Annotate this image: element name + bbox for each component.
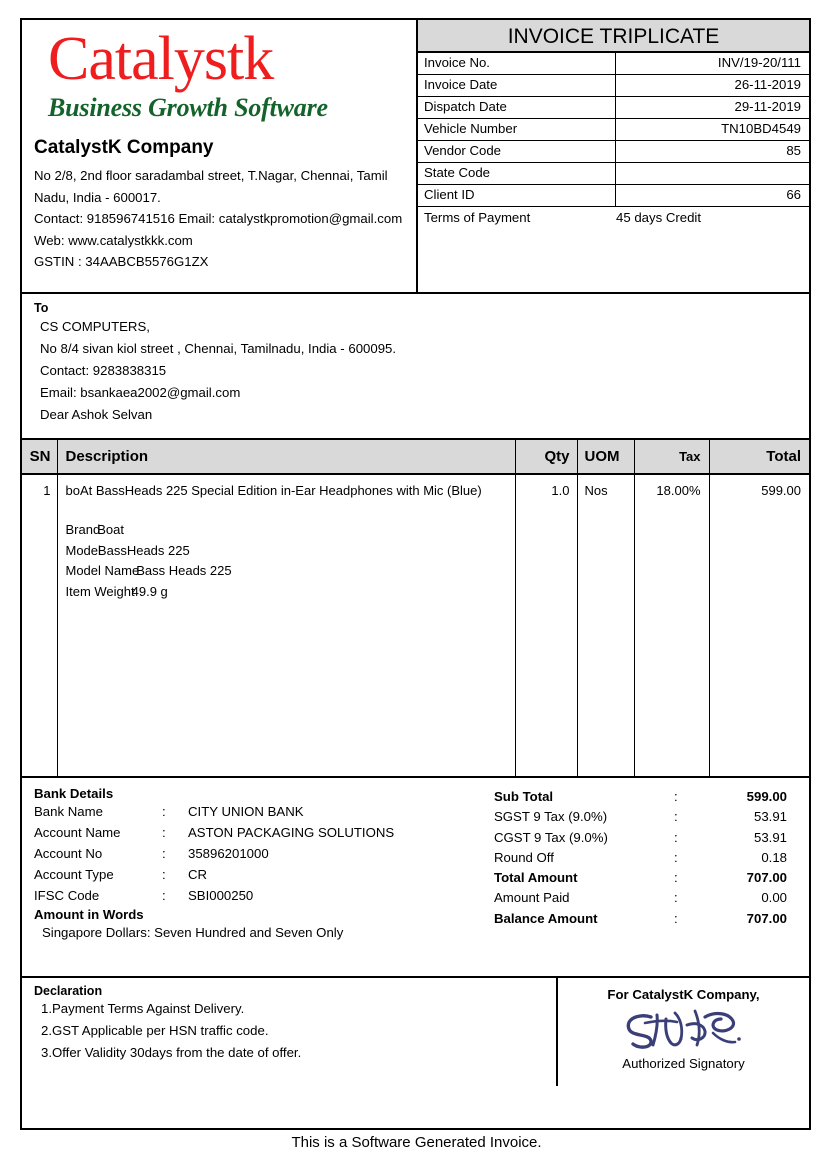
meta-row-vehicle-number xyxy=(418,119,809,141)
meta-row-dispatch-date xyxy=(418,97,809,119)
bill-to-line: No 8/4 sivan kiol street , Chennai, Tamilnadu, India - 600095. xyxy=(40,341,397,356)
page-footer-note: This is a Software Generated Invoice. xyxy=(291,1134,542,1151)
logo-tagline: Business Growth Software xyxy=(48,93,328,122)
totals-value: 0.00 xyxy=(761,890,787,906)
bank-row-account-name xyxy=(34,822,494,843)
totals-value: 53.91 xyxy=(753,809,787,825)
item-description-text: boAt BassHeads 225 Special Edition in-Ear Headphones with Mic (Blue) xyxy=(65,483,482,498)
bank-value: SBI000250 xyxy=(188,888,254,903)
bank-and-totals-section xyxy=(22,778,809,978)
totals-label: Sub Total xyxy=(494,789,554,804)
bank-separator: : xyxy=(162,804,166,819)
bank-row-ifsc-code xyxy=(34,885,494,906)
meta-value xyxy=(616,163,809,184)
attribute-key: Brand xyxy=(65,522,101,537)
attribute-value: Bass Heads 225 xyxy=(136,563,232,578)
totals-row-sub-total xyxy=(494,787,787,807)
signature-panel xyxy=(558,978,809,1086)
meta-label: Dispatch Date xyxy=(418,97,616,118)
attribute-value: 49.9 g xyxy=(131,583,168,599)
totals-row-sgst xyxy=(494,807,787,827)
bank-label: Bank Name xyxy=(34,804,103,819)
bill-to-address-block xyxy=(40,316,809,426)
item-attribute-item-weight xyxy=(66,582,514,603)
totals-separator: : xyxy=(674,890,678,906)
totals-separator: : xyxy=(674,849,678,865)
declaration-item: 1.Payment Terms Against Delivery. xyxy=(41,1001,245,1016)
bank-value: CR xyxy=(188,867,208,882)
bank-value: CITY UNION BANK xyxy=(188,804,304,819)
totals-panel xyxy=(494,778,809,976)
authorized-signatory-label: Authorized Signatory xyxy=(622,1056,745,1071)
declaration-item: 3.Offer Validity 30days from the date of offer. xyxy=(41,1045,302,1060)
vendor-panel xyxy=(22,20,418,292)
totals-value: 599.00 xyxy=(746,789,787,804)
meta-row-state-code xyxy=(418,163,809,185)
totals-value: 53.91 xyxy=(753,829,787,845)
declaration-item: 2.GST Applicable per HSN traffic code. xyxy=(41,1023,269,1038)
totals-value: 707.00 xyxy=(746,910,787,926)
bank-row-bank-name xyxy=(34,801,494,822)
totals-row-round-off xyxy=(494,848,787,868)
totals-label: Total Amount xyxy=(494,870,578,886)
vendor-address-block xyxy=(34,165,409,273)
amount-in-words-title: Amount in Words xyxy=(34,907,144,922)
column-header-uom: UOM xyxy=(577,440,634,474)
bank-value: 35896201000 xyxy=(188,846,269,861)
cell-description xyxy=(57,474,515,776)
bank-value: ASTON PACKAGING SOLUTIONS xyxy=(188,825,395,840)
bill-to-line: Contact: 9283838315 xyxy=(40,363,167,378)
attribute-value: BassHeads 225 xyxy=(97,542,190,558)
meta-label: State Code xyxy=(418,163,616,184)
totals-separator: : xyxy=(674,809,678,825)
bill-to-line: CS COMPUTERS, xyxy=(40,319,150,334)
totals-separator: : xyxy=(674,910,678,926)
bank-label: Account No xyxy=(34,846,103,861)
totals-label: CGST 9 Tax (9.0%) xyxy=(494,829,608,845)
meta-label: Client ID xyxy=(418,185,616,206)
meta-row-client-id xyxy=(418,185,809,207)
meta-value: INV/19-20/111 xyxy=(717,55,801,70)
item-attribute-model-name xyxy=(66,561,514,582)
bill-to-label: To xyxy=(34,301,49,315)
vendor-name: CatalystK Company xyxy=(34,137,214,158)
declaration-and-signature-section xyxy=(22,978,809,1086)
totals-label: SGST 9 Tax (9.0%) xyxy=(494,809,608,825)
attribute-key: Item Weight xyxy=(65,583,135,599)
signature-for-line: For CatalystK Company, xyxy=(607,987,760,1002)
terms-value: 45 days Credit xyxy=(616,210,702,225)
vendor-web-line: Web: www.catalystkkk.com xyxy=(34,232,193,248)
cell-uom: Nos xyxy=(577,474,634,776)
totals-row-cgst xyxy=(494,828,787,848)
bank-separator: : xyxy=(162,825,166,840)
meta-value: TN10BD4549 xyxy=(721,121,801,136)
totals-label: Balance Amount xyxy=(494,910,598,926)
bill-to-section xyxy=(22,294,809,440)
bill-to-line: Email: bsankaea2002@gmail.com xyxy=(40,385,241,400)
line-items-section xyxy=(22,440,809,778)
bank-label: Account Type xyxy=(34,867,114,882)
vendor-address-line-1: No 2/8, 2nd floor saradambal street, T.Nagar, Chennai, Tamil xyxy=(34,168,388,183)
totals-label: Round Off xyxy=(494,849,554,865)
meta-value: 29-11-2019 xyxy=(734,99,801,114)
bank-details-title: Bank Details xyxy=(34,786,114,801)
invoice-document xyxy=(20,18,811,1130)
column-header-sn: SN xyxy=(22,440,57,474)
totals-value: 707.00 xyxy=(746,870,787,886)
item-attributes xyxy=(66,520,514,602)
terms-label: Terms of Payment xyxy=(424,210,531,225)
item-attribute-model xyxy=(66,541,514,562)
attribute-value: Boat xyxy=(97,522,124,537)
bank-separator: : xyxy=(162,846,166,861)
totals-label: Amount Paid xyxy=(494,890,570,906)
declaration-panel xyxy=(22,978,558,1086)
cell-qty: 1.0 xyxy=(515,474,577,776)
meta-value: 26-11-2019 xyxy=(734,77,801,92)
totals-separator: : xyxy=(674,829,678,845)
bank-row-account-no xyxy=(34,843,494,864)
amount-in-words-value: Singapore Dollars: Seven Hundred and Seven Only xyxy=(42,925,344,940)
totals-separator: : xyxy=(674,789,678,804)
bill-to-line: Dear Ashok Selvan xyxy=(40,407,153,422)
meta-label: Vehicle Number xyxy=(418,119,616,140)
meta-row-invoice-no xyxy=(418,53,809,75)
column-header-tax: Tax xyxy=(634,440,709,474)
handwritten-signature-icon xyxy=(558,1002,809,1054)
bank-label: Account Name xyxy=(34,825,121,840)
company-logo xyxy=(22,20,416,123)
totals-value: 0.18 xyxy=(761,849,787,865)
meta-value: 66 xyxy=(786,187,801,202)
table-row xyxy=(22,474,809,776)
bank-separator: : xyxy=(162,867,166,882)
totals-row-total-amount xyxy=(494,868,787,888)
declaration-title: Declaration xyxy=(34,984,103,998)
attribute-key: Model Name xyxy=(65,563,140,578)
table-header-row xyxy=(22,440,809,474)
meta-label: Vendor Code xyxy=(418,141,616,162)
vendor-address-line-2: Nadu, India - 600017. xyxy=(34,189,161,205)
bank-details-panel xyxy=(22,778,494,976)
cell-total: 599.00 xyxy=(761,483,801,498)
meta-row-vendor-code xyxy=(418,141,809,163)
totals-row-balance-amount xyxy=(494,909,787,929)
bank-label: IFSC Code xyxy=(34,888,100,903)
cell-sn: 1 xyxy=(22,474,57,776)
bank-row-account-type xyxy=(34,864,494,885)
meta-row-invoice-date xyxy=(418,75,809,97)
meta-row-terms-of-payment xyxy=(418,207,809,292)
item-attribute-brand xyxy=(66,520,514,541)
bank-separator: : xyxy=(162,888,166,903)
totals-row-amount-paid xyxy=(494,888,787,908)
attribute-key: Model xyxy=(65,542,101,558)
invoice-header xyxy=(22,20,809,294)
invoice-meta-panel xyxy=(418,20,809,292)
logo-wordmark: Catalystk xyxy=(48,25,274,93)
line-items-table xyxy=(22,440,809,776)
totals-separator: : xyxy=(674,870,678,886)
meta-label: Invoice No. xyxy=(418,53,616,74)
column-header-total: Total xyxy=(709,440,809,474)
meta-label: Invoice Date xyxy=(418,75,616,96)
vendor-gstin-line: GSTIN : 34AABCB5576G1ZX xyxy=(34,254,209,269)
cell-tax: 18.00% xyxy=(634,474,709,776)
vendor-contact-line: Contact: 918596741516 Email: catalystkpromotion@gmail.com xyxy=(34,211,403,226)
invoice-title: INVOICE TRIPLICATE xyxy=(418,20,809,53)
column-header-qty: Qty xyxy=(515,440,577,474)
meta-value: 85 xyxy=(786,143,801,158)
column-header-description: Description xyxy=(57,440,515,474)
